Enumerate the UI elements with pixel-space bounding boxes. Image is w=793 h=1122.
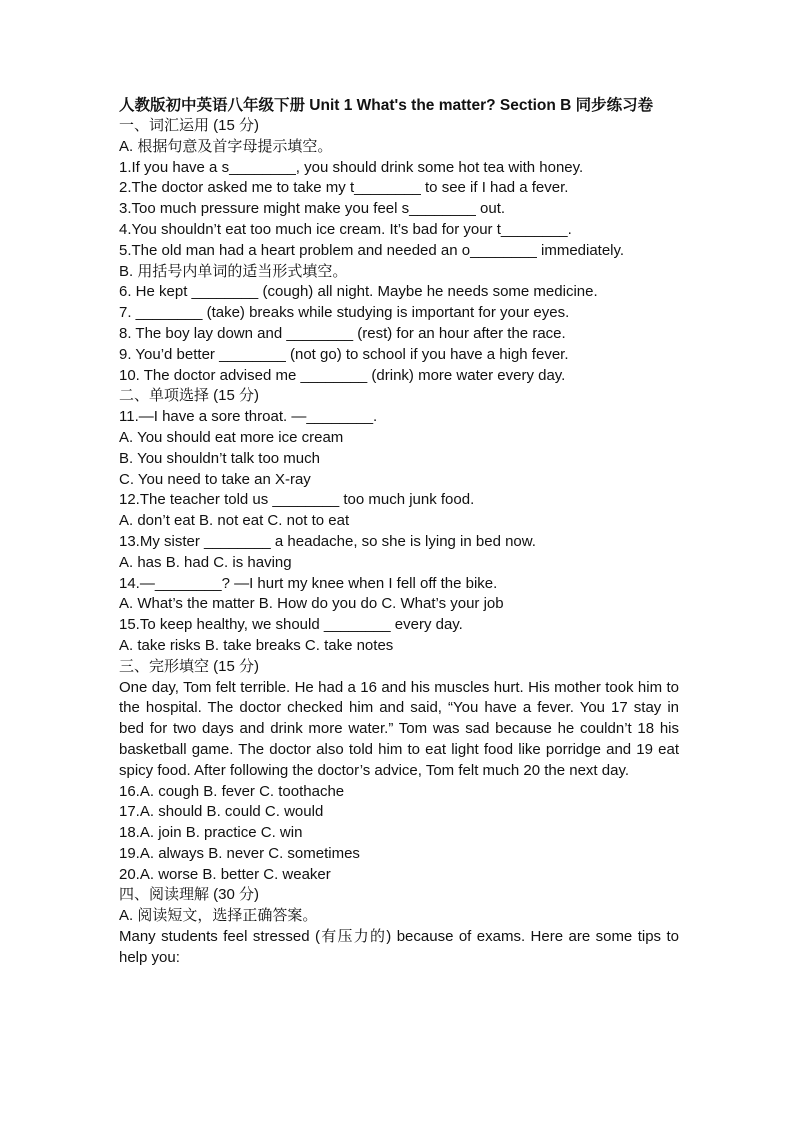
text-line: 3.Too much pressure might make you feel s________ out.	[119, 200, 506, 218]
text-line: 14.—________? —I hurt my knee when I fell off the bike.	[119, 574, 498, 592]
text-line: B. You shouldn’t talk too much	[119, 449, 320, 467]
text-line: 8. The boy lay down and ________ (rest) for an hour after the race.	[119, 324, 566, 342]
text-line: 10. The doctor advised me ________ (drink) more water every day.	[119, 366, 566, 384]
text-line: 四、阅读理解 (30 分)	[119, 886, 260, 904]
text-line: 4.You shouldn’t eat too much ice cream. It’s bad for your t________.	[119, 220, 572, 238]
text-line: 一、词汇运用 (15 分)	[119, 117, 260, 134]
text-line: 16.A. cough B. fever C. toothache	[119, 782, 345, 800]
text-line: A. You should eat more ice cream	[119, 428, 344, 446]
section-lines-part2	[119, 782, 679, 928]
cloze-passage: One day, Tom felt terrible. He had a 16 and his muscles hurt. His mother took him to the hospital. The doctor checked him and said, “You have a fever. You 17 stay in bed for two days and drink more water.” Tom was sad because he couldn’t 18 his basketball game. The doctor also told him to eat light food like porridge and 19 eat spicy food. After following the doctor’s advice, Tom felt much 20 the next day.	[119, 678, 679, 779]
text-line: 13.My sister ________ a headache, so she is lying in bed now.	[119, 532, 536, 550]
text-line: 5.The old man had a heart problem and needed an o________ immediately.	[119, 241, 625, 259]
text-line: 11.—I have a sore throat. —________.	[119, 408, 378, 426]
text-line: A. 阅读短文，选择正确答案。	[119, 907, 318, 925]
worksheet-page	[119, 95, 679, 969]
text-line: 18.A. join B. practice C. win	[119, 824, 303, 842]
text-line: 6. He kept ________ (cough) all night. Maybe he needs some medicine.	[119, 283, 598, 301]
text-line: A. 根据句意及首字母提示填空。	[119, 137, 333, 155]
text-line: 7. ________ (take) breaks while studying is important for your eyes.	[119, 304, 570, 322]
text-line: A. has B. had C. is having	[119, 553, 292, 571]
text-line: 2.The doctor asked me to take my t________ to see if I had a fever.	[119, 179, 569, 197]
text-line: 15.To keep healthy, we should ________ every day.	[119, 616, 463, 634]
text-line: C. You need to take an X-ray	[119, 470, 311, 488]
text-line: 20.A. worse B. better C. weaker	[119, 865, 331, 883]
text-line: B. 用括号内单词的适当形式填空。	[119, 262, 348, 280]
text-line: 1.If you have a s________, you should drink some hot tea with honey.	[119, 158, 584, 176]
text-line: A. take risks B. take breaks C. take notes	[119, 636, 394, 654]
text-line: 三、完形填空 (15 分)	[119, 657, 260, 675]
section-lines-part1	[119, 116, 679, 678]
reading-intro: Many students feel stressed (有压力的) because of exams. Here are some tips to help you:	[119, 928, 679, 966]
text-line: 12.The teacher told us ________ too much junk food.	[119, 491, 475, 509]
text-line: 17.A. should B. could C. would	[119, 803, 324, 821]
worksheet-title: 人教版初中英语八年级下册 Unit 1 What's the matter? Section B 同步练习卷	[119, 97, 654, 114]
text-line: A. don’t eat B. not eat C. not to eat	[119, 512, 350, 530]
text-line: 二、单项选择 (15 分)	[119, 387, 260, 405]
text-line: 9. You’d better ________ (not go) to school if you have a high fever.	[119, 345, 569, 363]
text-line: A. What’s the matter B. How do you do C. What’s your job	[119, 595, 504, 613]
text-line: 19.A. always B. never C. sometimes	[119, 844, 360, 862]
